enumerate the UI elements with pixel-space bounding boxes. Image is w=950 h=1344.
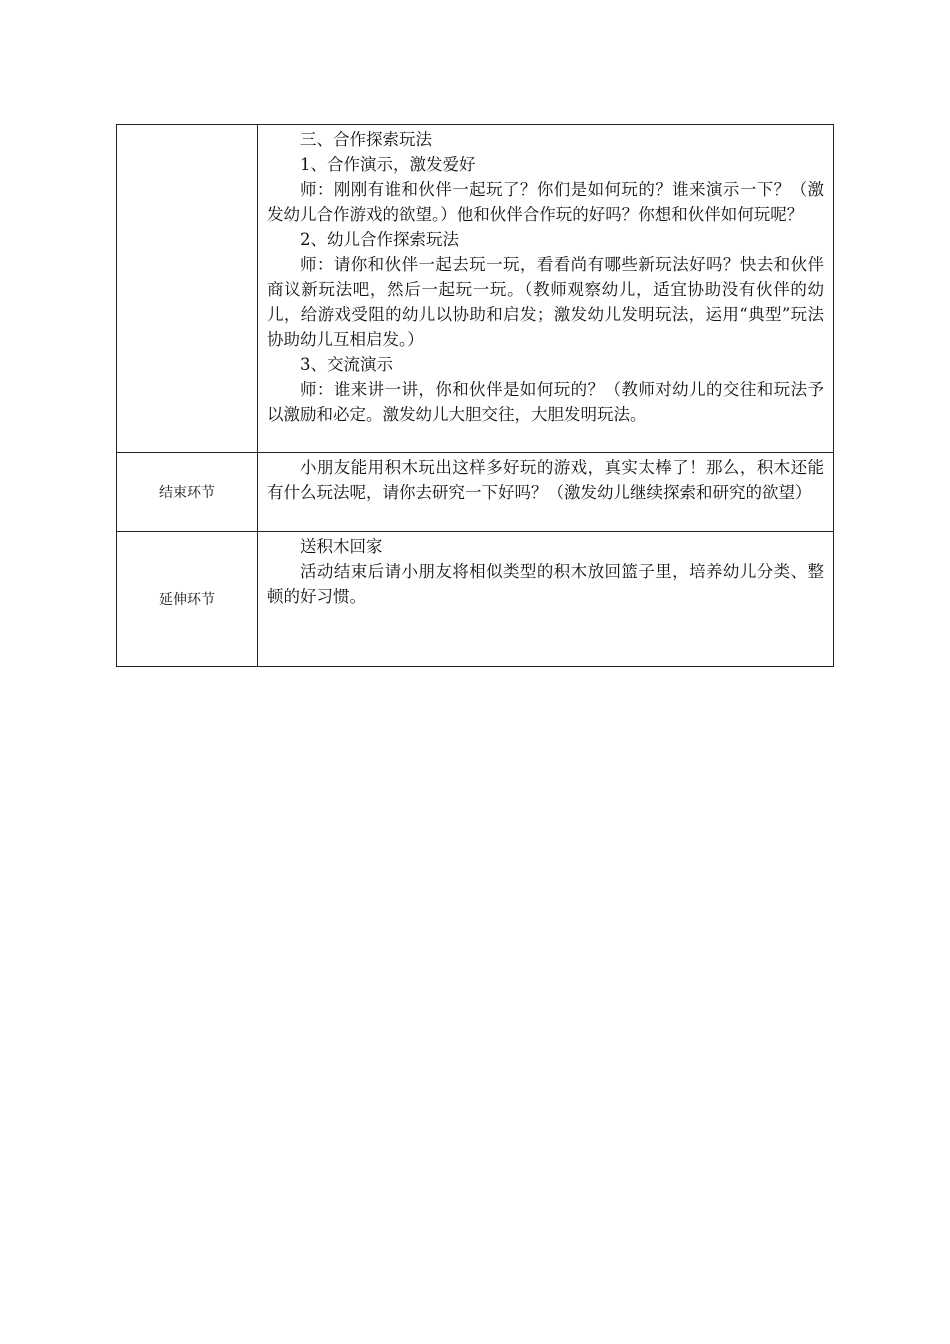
row-label-ending: 结束环节	[117, 453, 258, 532]
subsection-heading: 送积木回家	[300, 537, 383, 556]
row-label	[117, 125, 258, 453]
paragraph: 师：谁来讲一讲，你和伙伴是如何玩的？（教师对幼儿的交往和玩法予以激励和必定。激发幼儿大胆交往，大胆发明玩法。	[267, 380, 824, 424]
paragraph: 师：刚刚有谁和伙伴一起玩了？你们是如何玩的？谁来演示一下？（激发幼儿合作游戏的欲望。）他和伙伴合作玩的好吗？你想和伙伴如何玩呢？	[267, 180, 824, 224]
lesson-plan-table	[116, 124, 834, 667]
table-row	[117, 532, 834, 667]
paragraph: 活动结束后请小朋友将相似类型的积木放回篮子里，培养幼儿分类、整顿的好习惯。	[267, 562, 824, 606]
paragraph: 师：请你和伙伴一起去玩一玩，看看尚有哪些新玩法好吗？快去和伙伴商议新玩法吧，然后一起玩一玩。（教师观察幼儿，适宜协助没有伙伴的幼儿，给游戏受阻的幼儿以协助和启发；激发幼儿发明玩法，运用“典型”玩法协助幼儿互相启发。）	[267, 255, 824, 349]
subsection-heading: 2、幼儿合作探索玩法	[300, 230, 459, 249]
table-row	[117, 453, 834, 532]
row-content	[258, 532, 834, 667]
row-content	[258, 453, 834, 532]
subsection-heading: 1、合作演示，激发爱好	[300, 155, 476, 174]
table-row	[117, 125, 834, 453]
paragraph: 小朋友能用积木玩出这样多好玩的游戏，真实太棒了！那么，积木还能有什么玩法呢，请你去研究一下好吗？（激发幼儿继续探索和研究的欲望）	[267, 458, 824, 502]
section-heading: 三、合作探索玩法	[300, 130, 432, 149]
row-label-extension: 延伸环节	[117, 532, 258, 667]
row-content	[258, 125, 834, 453]
subsection-heading: 3、交流演示	[300, 355, 393, 374]
